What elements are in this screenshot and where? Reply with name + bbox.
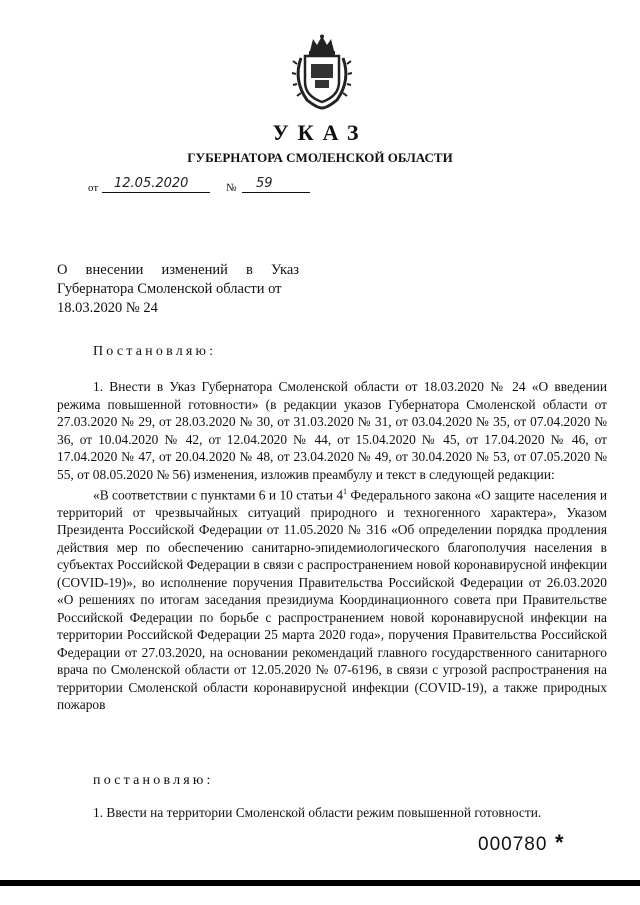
registration-number: 000780	[478, 834, 548, 855]
date-from-label: от	[88, 182, 99, 194]
subject-line-2: Губернатора Смоленской области от	[57, 281, 282, 297]
decree-word: Постановляю:	[93, 344, 217, 359]
subject-line-3: 18.03.2020 № 24	[57, 300, 158, 316]
number-label: №	[226, 182, 237, 194]
decree-body	[57, 378, 607, 714]
handwritten-number: 59	[256, 176, 273, 191]
handwritten-date: 12.05.2020	[114, 176, 189, 191]
paragraph-2	[57, 483, 607, 714]
decree-subject	[57, 261, 299, 318]
document-title: УКАЗ	[272, 120, 368, 145]
paragraph-2-rest: Федерального закона «О защите населения и территорий от чрезвычайных ситуаций природного и техногенного характера», Указом Президента Российской Федерации от 11.05.2020 № 316 «Об определении порядка продления действия мер по обеспечению санитарно-эпидемиологического благополучия населения в субъектах Российской Федерации в связи с распространением новой коронавирусной инфекции (COVID-19)», во исполнение поручения Правительства Российской Федерации от 26.03.2020 «О решениях по итогам заседания президиума Координационного совета при Правительстве Российской Федерации по борьбе с распространением новой коронавирусной инфекции на территории Российской Федерации 25 марта 2020 года», поручения Правительства Российской Федерации от 27.03.2020, на основании рекомендаций главного государственного санитарного врача по Смоленской области от 12.05.2020 № 07-6196, в связи с угрозой распространения на территории Смоленской области коронавирусной инфекции (COVID-19), а также природных пожаров	[57, 487, 607, 713]
subject-line-1: О внесении изменений в Указ	[57, 262, 299, 278]
paragraph-2-start: «В соответствии с пунктами 6 и 10 статьи 4	[93, 487, 344, 503]
number-underline	[242, 192, 310, 193]
decree-word-2: постановляю:	[93, 773, 214, 788]
date-number-line	[88, 176, 328, 196]
paragraph-1: 1. Внести в Указ Губернатора Смоленской области от 18.03.2020 № 24 «О введении режима повышенной готовности» (в редакции указов Губернатора Смоленской области от 27.03.2020 № 29, от 28.03.2020 № 30, от 31.03.2020 № 31, от 03.04.2020 № 35, от 07.04.2020 № 36, от 10.04.2020 № 42, от 12.04.2020 № 44, от 15.04.2020 № 45, от 17.04.2020 № 46, от 17.04.2020 № 47, от 20.04.2020 № 48, от 23.04.2020 № 49, от 30.04.2020 № 53, от 07.05.2020 № 55, от 08.05.2020 № 56) изменения, изложив преамбулу и текст в следующей редакции:	[57, 379, 607, 482]
coat-of-arms-emblem	[291, 34, 353, 110]
date-underline	[102, 192, 210, 193]
paragraph-2-superscript: 1	[343, 487, 348, 496]
document-subtitle: ГУБЕРНАТОРА СМОЛЕНСКОЙ ОБЛАСТИ	[187, 150, 453, 165]
registration-mark: *	[555, 830, 564, 855]
point-1: 1. Ввести на территории Смоленской области режим повышенной готовности.	[93, 805, 542, 820]
bottom-border-bar	[0, 880, 640, 886]
